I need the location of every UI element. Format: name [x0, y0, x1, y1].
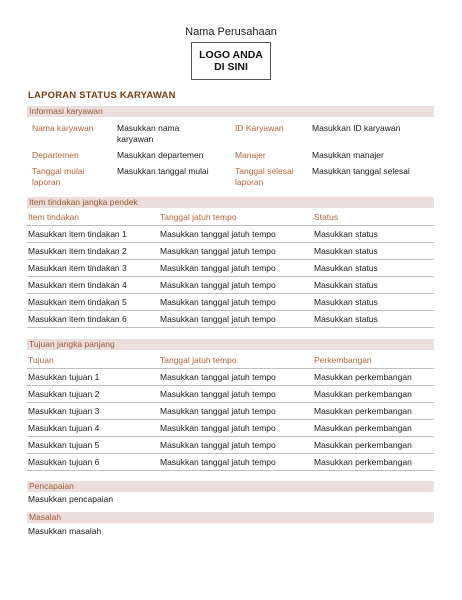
action-item-cell[interactable]: Masukkan item tindakan 2: [28, 246, 127, 256]
table-row: [27, 311, 434, 328]
progress-cell[interactable]: Masukkan perkembangan: [314, 389, 412, 399]
status-cell[interactable]: Masukkan status: [314, 246, 378, 256]
action-item-cell[interactable]: Masukkan item tindakan 4: [28, 280, 127, 290]
long-term-table: [27, 352, 434, 471]
action-item-cell[interactable]: Masukkan item tindakan 6: [28, 314, 127, 324]
company-name[interactable]: Nama Perusahaan: [185, 26, 277, 38]
due-date-cell[interactable]: Masukkan tanggal jatuh tempo: [160, 314, 276, 324]
due-date-cell[interactable]: Masukkan tanggal jatuh tempo: [160, 372, 276, 382]
goal-cell[interactable]: Masukkan tujuan 1: [28, 372, 100, 382]
column-header: Tanggal jatuh tempo: [160, 355, 237, 365]
column-header: Item tindakan: [28, 212, 80, 222]
due-date-cell[interactable]: Masukkan tanggal jatuh tempo: [160, 246, 276, 256]
column-header: Tanggal jatuh tempo: [160, 212, 237, 222]
goal-cell[interactable]: Masukkan tujuan 4: [28, 423, 100, 433]
column-header: Status: [314, 212, 339, 222]
issues-value[interactable]: Masukkan masalah: [28, 526, 102, 536]
action-item-cell[interactable]: Masukkan item tindakan 5: [28, 297, 127, 307]
section-issues[interactable]: Masalah: [27, 512, 434, 523]
due-date-cell[interactable]: Masukkan tanggal jatuh tempo: [160, 280, 276, 290]
table-row: [27, 403, 434, 420]
due-date-cell[interactable]: Masukkan tanggal jatuh tempo: [160, 229, 276, 239]
due-date-cell[interactable]: Masukkan tanggal jatuh tempo: [160, 457, 276, 467]
goal-cell[interactable]: Masukkan tujuan 2: [28, 389, 100, 399]
progress-cell[interactable]: Masukkan perkembangan: [314, 372, 412, 382]
end-date-value[interactable]: Masukkan tanggal selesai: [312, 166, 410, 176]
department-label: Departemen: [32, 150, 79, 160]
progress-cell[interactable]: Masukkan perkembangan: [314, 406, 412, 416]
due-date-cell[interactable]: Masukkan tanggal jatuh tempo: [160, 389, 276, 399]
status-cell[interactable]: Masukkan status: [314, 263, 378, 273]
due-date-cell[interactable]: Masukkan tanggal jatuh tempo: [160, 297, 276, 307]
achievements-value[interactable]: Masukkan pencapaian: [28, 494, 114, 504]
section-long-term[interactable]: Tujuan jangka panjang: [27, 339, 434, 350]
table-header: [27, 352, 434, 369]
manager-value[interactable]: Masukkan manajer: [312, 150, 384, 160]
table-row: [27, 454, 434, 471]
due-date-cell[interactable]: Masukkan tanggal jatuh tempo: [160, 423, 276, 433]
action-item-cell[interactable]: Masukkan item tindakan 1: [28, 229, 127, 239]
table-row: [27, 437, 434, 454]
start-date-value[interactable]: Masukkan tanggal mulai: [117, 166, 209, 176]
section-achievements[interactable]: Pencapaian: [27, 481, 434, 492]
department-value[interactable]: Masukkan departemen: [117, 150, 204, 160]
table-row: [27, 420, 434, 437]
status-cell[interactable]: Masukkan status: [314, 280, 378, 290]
status-cell[interactable]: Masukkan status: [314, 314, 378, 324]
status-cell[interactable]: Masukkan status: [314, 297, 378, 307]
table-row: [27, 294, 434, 311]
progress-cell[interactable]: Masukkan perkembangan: [314, 457, 412, 467]
due-date-cell[interactable]: Masukkan tanggal jatuh tempo: [160, 440, 276, 450]
progress-cell[interactable]: Masukkan perkembangan: [314, 423, 412, 433]
table-row: [27, 226, 434, 243]
table-row: [27, 277, 434, 294]
column-header: Tujuan: [28, 355, 54, 365]
employee-name-label: Nama karyawan: [32, 123, 94, 133]
employee-id-value[interactable]: Masukkan ID karyawan: [312, 123, 401, 133]
section-employee-info[interactable]: Informasi karyawan: [27, 106, 434, 117]
logo-line-1: LOGO ANDA: [199, 49, 263, 61]
logo-line-2: DI SINI: [214, 61, 248, 73]
table-row: [27, 369, 434, 386]
logo-placeholder[interactable]: [191, 42, 271, 80]
employee-name-value[interactable]: Masukkan nama karyawan: [117, 123, 180, 144]
goal-cell[interactable]: Masukkan tujuan 5: [28, 440, 100, 450]
action-item-cell[interactable]: Masukkan item tindakan 3: [28, 263, 127, 273]
manager-label: Manajer: [235, 150, 266, 160]
end-date-label: Tanggal selesai laporan: [235, 166, 294, 187]
table-row: [27, 243, 434, 260]
status-cell[interactable]: Masukkan status: [314, 229, 378, 239]
column-header: Perkembangan: [314, 355, 372, 365]
table-row: [27, 386, 434, 403]
report-title[interactable]: LAPORAN STATUS KARYAWAN: [28, 90, 176, 101]
table-row: [27, 260, 434, 277]
goal-cell[interactable]: Masukkan tujuan 3: [28, 406, 100, 416]
start-date-label: Tanggal mulai laporan: [32, 166, 85, 187]
due-date-cell[interactable]: Masukkan tanggal jatuh tempo: [160, 263, 276, 273]
employee-id-label: ID Karyawan: [235, 123, 284, 133]
progress-cell[interactable]: Masukkan perkembangan: [314, 440, 412, 450]
due-date-cell[interactable]: Masukkan tanggal jatuh tempo: [160, 406, 276, 416]
goal-cell[interactable]: Masukkan tujuan 6: [28, 457, 100, 467]
table-header: [27, 209, 434, 226]
short-term-table: [27, 209, 434, 328]
section-short-term[interactable]: Item tindakan jangka pendek: [27, 197, 434, 208]
